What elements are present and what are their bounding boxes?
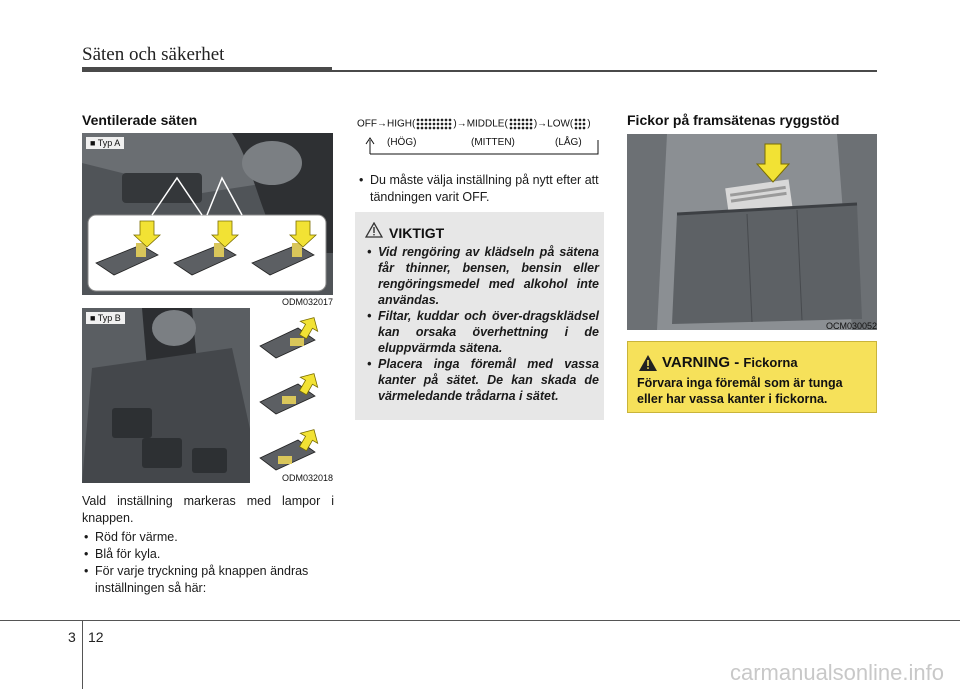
console-illustration-b	[82, 308, 333, 483]
mode-high: HIGH(	[387, 118, 416, 130]
list-item: • Blå för kyla.	[82, 546, 334, 563]
intro-paragraph: Vald inställning markeras med lampor i knappen.	[82, 494, 334, 525]
warning-title	[662, 354, 798, 372]
mode-close: )	[533, 118, 538, 130]
photo-type-b	[82, 308, 333, 483]
console-illustration-a	[82, 133, 333, 295]
mode-low: LOW(	[547, 118, 574, 130]
mode-arrow: →	[377, 118, 387, 130]
page-header-title: Säten och säkerhet	[82, 44, 225, 65]
level-indicator-icon	[416, 118, 452, 130]
warning-title-main: VARNING -	[662, 354, 744, 371]
footer-rule-horizontal	[0, 620, 960, 621]
warning-title-sub: Fickorna	[743, 355, 798, 370]
warning-text: Förvara inga föremål som är tunga eller har vassa kanter i fickorna.	[637, 376, 843, 406]
mode-close: )	[587, 118, 591, 130]
chapter-number: 3	[68, 629, 76, 645]
photo-tag-type-a: ■ Typ A	[86, 137, 124, 149]
list-item: • För varje tryckning på knappen ändras inställningen så här:	[82, 563, 334, 597]
reset-note	[357, 172, 605, 206]
warning-triangle-icon	[638, 354, 658, 372]
mode-label-low: (LÅG)	[555, 137, 582, 148]
list-item: • Röd för värme.	[82, 529, 334, 546]
photo-caption-a: ODM032017	[281, 297, 333, 307]
photo-tag-type-b: ■ Typ B	[86, 312, 125, 324]
page-number: 12	[88, 629, 104, 645]
mode-middle: MIDDLE(	[466, 118, 508, 130]
list-item: • Vid rengöring av klädseln på sätena får thinner, bensen, bensin eller rengöringsmedel med alkohol inte användas.	[365, 244, 599, 308]
section-heading-ventilated-seats: Ventilerade säten	[82, 112, 198, 128]
photo-caption-b: ODM032018	[281, 473, 333, 483]
seatback-pocket-illustration	[627, 134, 877, 330]
list-item: • Placera inga föremål med vassa kanter på sätet. De kan skada de värmeledande trådarna i sätet.	[365, 356, 599, 404]
watermark: carmanualsonline.info	[729, 660, 944, 685]
footer-rule-vertical	[82, 620, 83, 689]
photo-seatback-pocket	[627, 134, 877, 330]
mode-arrow: →	[537, 118, 548, 130]
caution-triangle-icon	[365, 222, 383, 238]
level-indicator-icon	[574, 118, 586, 130]
important-list	[365, 244, 599, 404]
header-rule-thick	[82, 67, 332, 72]
important-title: VIKTIGT	[389, 225, 445, 241]
warning-box	[627, 341, 877, 413]
header-rule-thin	[332, 70, 877, 72]
list-item: • Filtar, kuddar och över-dragsklädsel kan orsaka överhettning i de eluppvärmda sätena.	[365, 308, 599, 356]
mode-close: )	[453, 118, 457, 130]
mode-sequence	[357, 118, 591, 130]
list-item: • Du måste välja inställning på nytt efter att tändningen varit OFF.	[357, 172, 605, 206]
level-indicator-icon	[509, 118, 533, 130]
photo-caption-pocket: OCM030052	[825, 321, 877, 331]
mode-off: OFF	[357, 118, 377, 130]
important-box	[355, 212, 604, 420]
mode-arrow: →	[456, 118, 467, 130]
photo-type-a	[82, 133, 333, 295]
left-body-text	[82, 493, 334, 597]
section-heading-seatback-pockets: Fickor på framsätenas ryggstöd	[627, 112, 840, 128]
mode-label-middle: (MITTEN)	[471, 137, 515, 148]
mode-label-high: (HÖG)	[387, 137, 417, 148]
